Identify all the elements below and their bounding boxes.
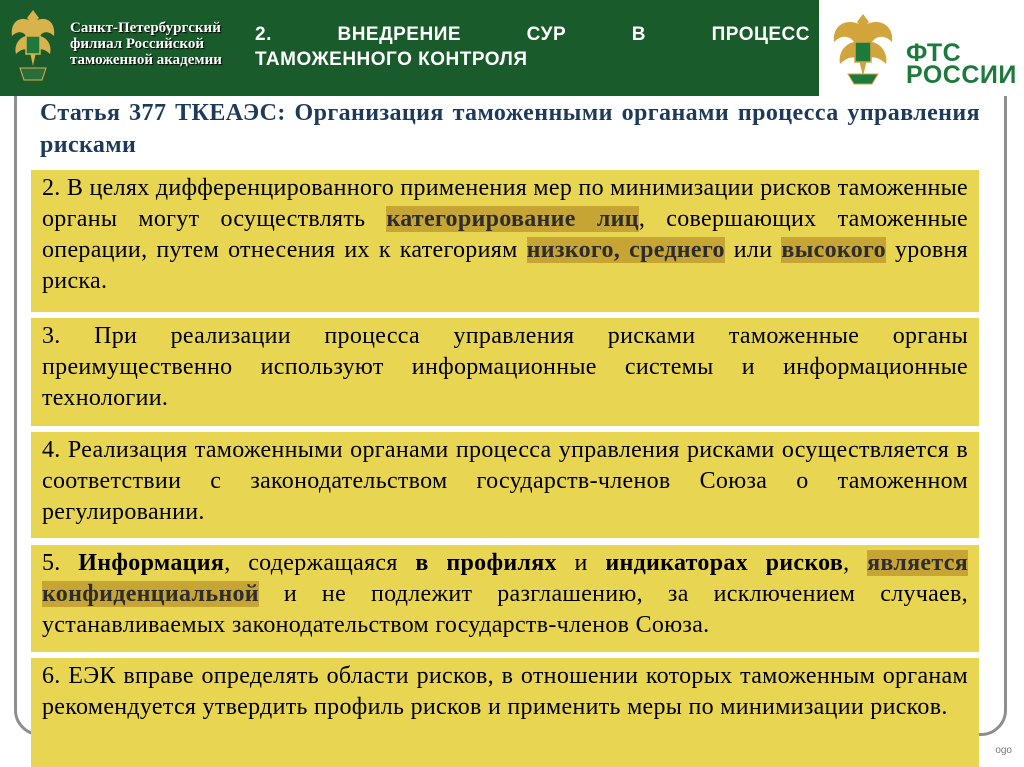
academy-line: таможенной академии (70, 52, 222, 68)
paragraph-4: 4. Реализация таможенными органами процесса управления рисками осуществляется в соответствии с законодательством государств-членов Союза о таможенном регулировании. (31, 432, 979, 538)
slide-title (255, 22, 810, 78)
paragraph-5 (31, 545, 979, 652)
paragraph-2-text: 2. В целях дифференцированного применения мер по минимизации рисков таможенные органы могут осуществлять (42, 175, 968, 232)
highlight-term: является конфиденциальной (42, 550, 968, 607)
paragraph-5-text: 5. (42, 550, 79, 576)
academy-line: Санкт-Петербургский (70, 20, 221, 36)
bold-term: Информация (78, 550, 225, 576)
paragraph-5-text: , (843, 550, 868, 576)
bold-term: в профилях (415, 550, 557, 576)
slide-title-line1: 2. ВНЕДРЕНИЕ СУР В ПРОЦЕСС (255, 24, 810, 45)
paragraph-3: 3. При реализации процесса управления рисками таможенные органы преимущественно используют информационные системы и информационные технологии. (31, 318, 979, 426)
header-bar (0, 0, 1024, 96)
slide-title-line2: ТАМОЖЕННОГО КОНТРОЛЯ (255, 49, 528, 70)
academy-name (70, 20, 250, 76)
highlight-term: высокого (781, 237, 886, 263)
paragraph-2-text: уровня риска. (42, 237, 968, 294)
paragraph-5-text: и не подлежит разглашению, за исключением случаев, устанавливаемых законодательством государств-членов Союза. (42, 581, 968, 638)
paragraph-2-text: , совершающих таможенные операции, путем отнесения их к категориям (42, 206, 968, 263)
fts-logo-line2: РОССИИ (906, 61, 1017, 89)
bold-term: индикаторах рисков (605, 550, 844, 576)
academy-line: филиал Российской (70, 36, 205, 52)
fts-logo-line1: ФТС (906, 39, 962, 67)
fts-logo-text (906, 39, 1024, 89)
highlight-term: категорирование лиц (386, 206, 639, 232)
paragraph-2-text: или (724, 237, 782, 263)
fts-eagle-emblem-icon (826, 10, 900, 86)
highlight-term: низкого, среднего (526, 237, 725, 263)
article-heading: Статья 377 ТКЕАЭС: Организация таможенными органами процесса управления рисками (40, 100, 980, 158)
paragraph-6: 6. ЕЭК вправе определять области рисков, в отношении которых таможенным органам рекомендуется утвердить профиль рисков и применить меры по минимизации рисков. (31, 658, 979, 767)
paragraph-5-text: , содержащаяся (224, 550, 416, 576)
footer-hint: ogo (995, 745, 1012, 756)
paragraph-5-text: и (556, 550, 606, 576)
eagle-emblem-icon (6, 6, 60, 86)
paragraph-2 (31, 170, 979, 312)
